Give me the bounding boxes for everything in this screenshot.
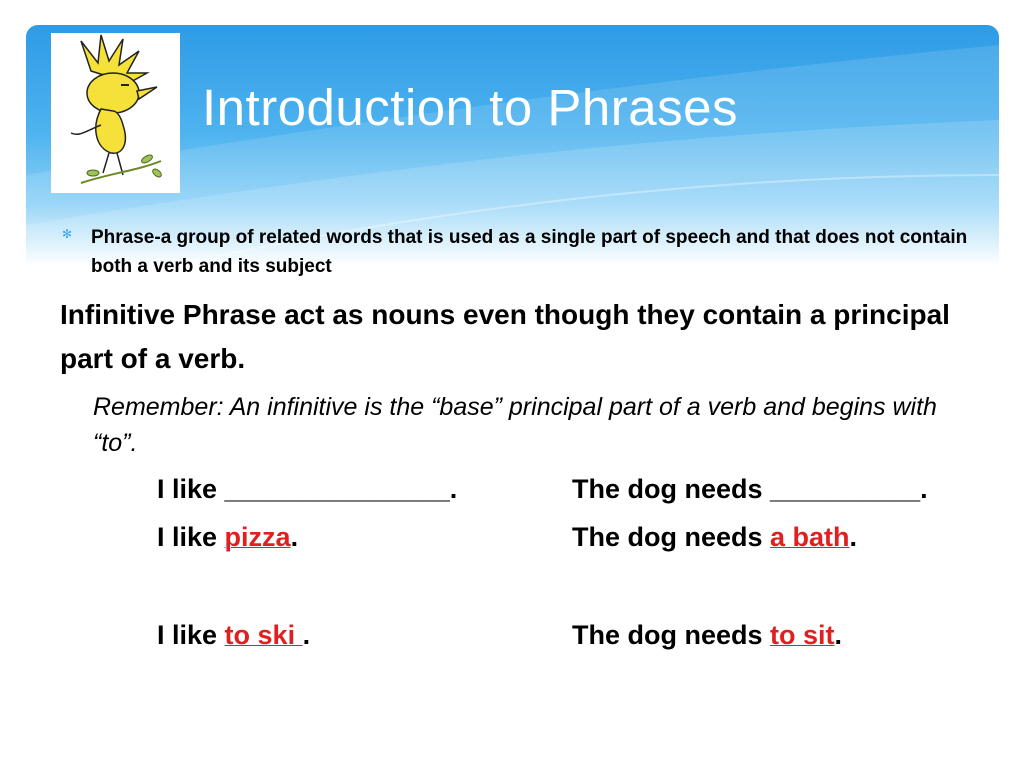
example-prefix: The dog needs [572,620,771,650]
example-suffix: . [849,522,858,552]
example-left-blank: I like _______________. [157,474,458,504]
yellow-bird-icon [51,33,180,193]
example-suffix: . [834,620,843,650]
highlight-word: to ski [224,620,303,650]
highlight-word: a bath [770,522,850,552]
phrase-definition: Phrase-a group of related words that is used as a single part of speech and that does not contain both a verb and its subject [91,227,968,277]
example-right-infinitive [572,620,842,651]
example-left-infinitive [157,620,310,651]
example-prefix: The dog needs [572,522,771,552]
example-prefix: I like [157,620,225,650]
highlight-word: pizza [224,522,291,552]
remember-note: Remember: An infinitive is the “base” principal part of a verb and begins with “to”. [93,393,937,457]
infinitive-statement: Infinitive Phrase act as nouns even though they contain a principal part of a verb. [60,299,950,374]
example-left-noun [157,522,298,553]
example-prefix: I like [157,522,225,552]
example-suffix: . [290,522,299,552]
example-right-blank: The dog needs __________. [572,474,928,504]
example-suffix: . [302,620,311,650]
snowflake-bullet-icon: ✻ [62,227,73,241]
example-right-noun [572,522,857,553]
slide-title: Introduction to Phrases [202,79,738,136]
highlight-word: to sit [770,620,835,650]
